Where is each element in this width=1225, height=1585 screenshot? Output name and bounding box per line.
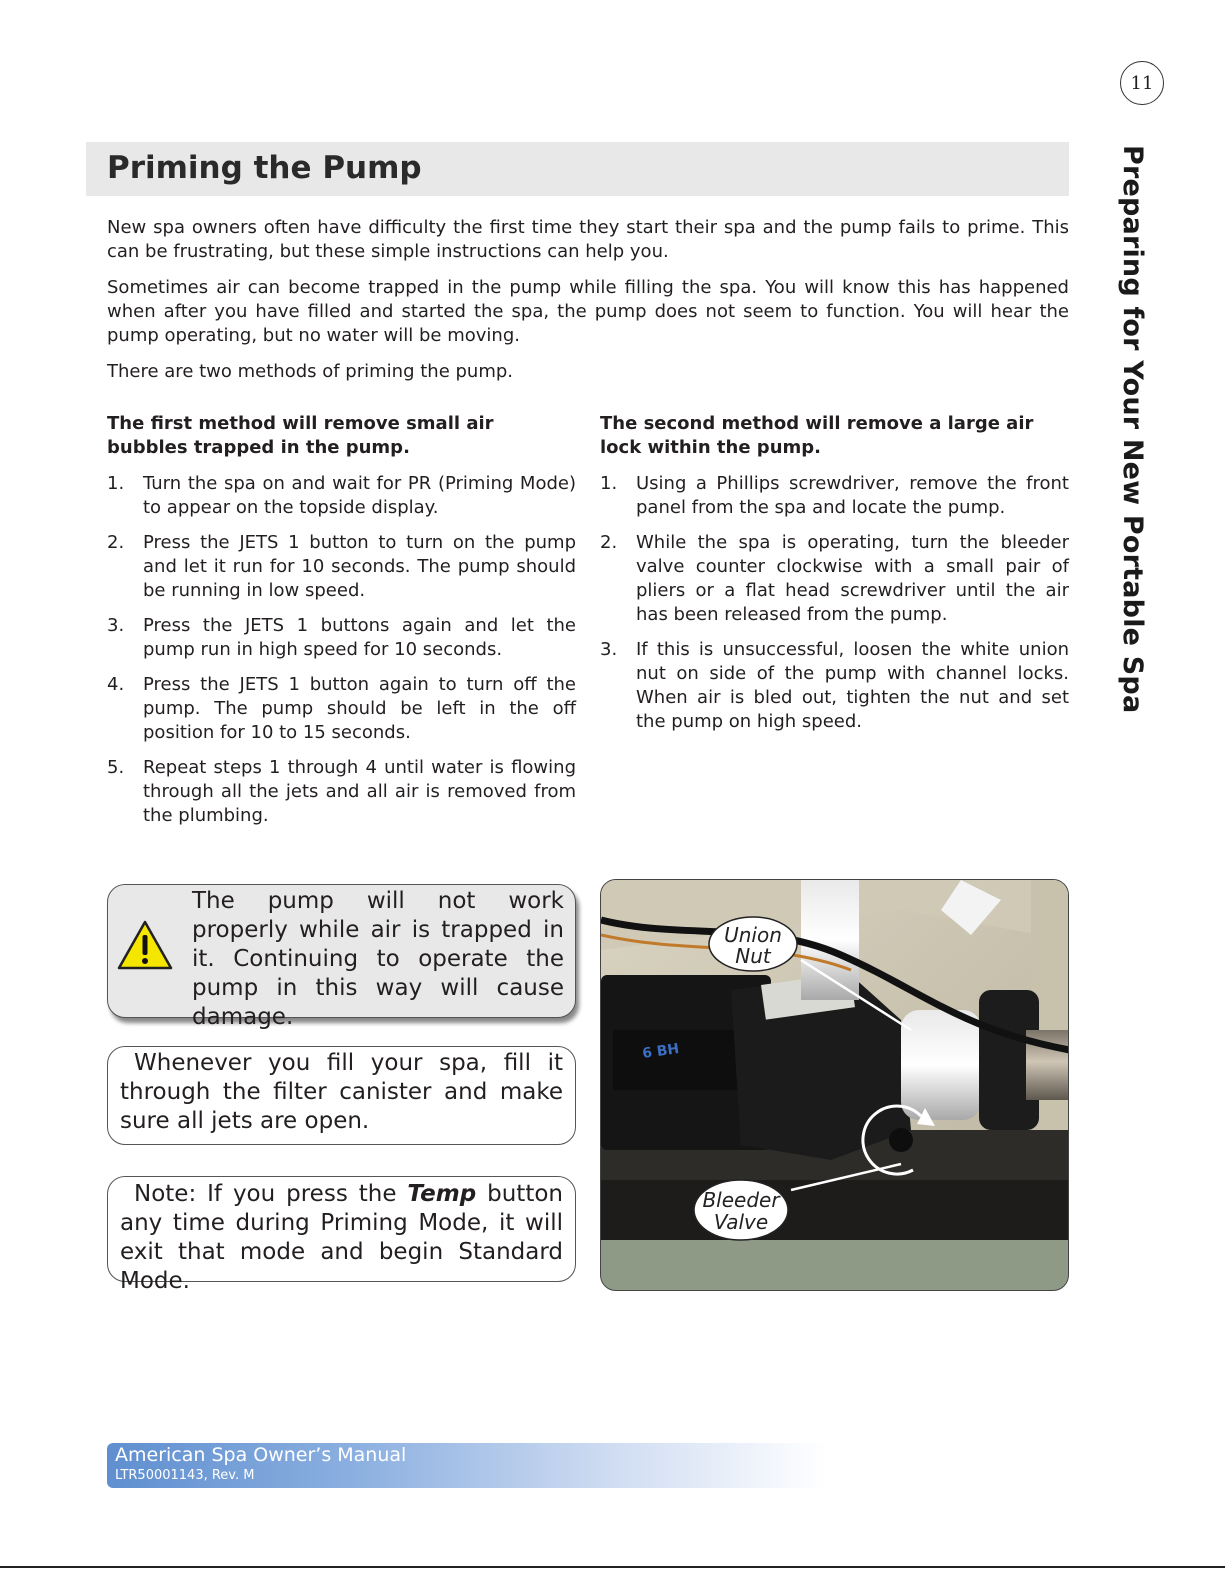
method-one-heading: The first method will remove small air bubbles trapped in the pump. xyxy=(107,413,494,458)
step-number: 1. xyxy=(600,473,618,494)
step-text: Press the JETS 1 buttons again and let the pump run in high speed for 10 seconds. xyxy=(143,615,576,660)
footer-title: American Spa Owner’s Manual xyxy=(115,1444,407,1466)
step-number: 3. xyxy=(107,615,125,636)
section-title: Priming the Pump xyxy=(107,150,422,186)
bleeder-valve-label: Bleeder xyxy=(702,1188,780,1212)
list-item xyxy=(107,673,576,745)
step-text: Press the JETS 1 button again to turn off the pump. The pump should be left in the off position for 10 to 15 seconds. xyxy=(143,674,576,743)
step-text: Press the JETS 1 button to turn on the pump and let it run for 10 seconds. The pump should be running in low speed. xyxy=(143,532,576,601)
method-one-column xyxy=(107,412,576,839)
page-number: 11 xyxy=(1120,61,1164,105)
list-item xyxy=(107,531,576,603)
list-item xyxy=(107,756,576,828)
pump-illustration xyxy=(601,880,1069,1291)
list-item xyxy=(107,614,576,662)
intro-paragraph: Sometimes air can become trapped in the pump while filling the spa. You will know this has happened when after you have filled and started the spa, the pump does not seem to function. You will hear the pump operating, but no water will be moving. xyxy=(107,277,1069,346)
step-number: 2. xyxy=(107,532,125,553)
fill-instruction-text: Whenever you fill your spa, fill it through the filter canister and make sure all jets are open. xyxy=(120,1050,563,1134)
bleeder-valve-label: Valve xyxy=(713,1210,769,1234)
temp-note-suffix: button any time during Priming Mode, it will exit that mode and begin Standard Mode. xyxy=(120,1181,563,1294)
warning-callout xyxy=(107,884,576,1030)
step-number: 1. xyxy=(107,473,125,494)
list-item xyxy=(600,638,1069,734)
temp-note-prefix: Note: If you press the xyxy=(134,1181,408,1207)
list-item xyxy=(600,472,1069,520)
footer-document-number: LTR50001143, Rev. M xyxy=(115,1468,255,1483)
warning-triangle-icon xyxy=(116,919,174,971)
fill-instruction-callout xyxy=(107,1046,576,1145)
method-one-steps xyxy=(107,472,576,828)
step-text: Turn the spa on and wait for PR (Priming Mode) to appear on the topside display. xyxy=(143,473,576,518)
intro-paragraph: There are two methods of priming the pump. xyxy=(107,361,514,382)
temp-note-callout xyxy=(107,1176,576,1294)
method-two-heading: The second method will remove a large air lock within the pump. xyxy=(600,413,1034,458)
intro-paragraph: New spa owners often have difficulty the first time they start their spa and the pump fails to prime. This can be frustrating, but these simple instructions can help you. xyxy=(107,217,1069,262)
step-number: 3. xyxy=(600,639,618,660)
method-two-column xyxy=(600,412,1069,745)
step-text: Repeat steps 1 through 4 until water is flowing through all the jets and all air is removed from the plumbing. xyxy=(143,757,576,826)
temp-keyword: Temp xyxy=(407,1181,477,1207)
intro-text xyxy=(107,216,1069,396)
pump-photo xyxy=(600,879,1069,1291)
footer-banner xyxy=(107,1443,827,1488)
warning-text: The pump will not work properly while air is trapped in it. Continuing to operate the pump in this way will cause damage. xyxy=(192,888,564,1030)
step-text: While the spa is operating, turn the bleeder valve counter clockwise with a small pair of pliers or a flat head screwdriver until the air has been released from the pump. xyxy=(636,532,1069,625)
union-nut-label: Nut xyxy=(735,944,771,968)
list-item xyxy=(107,472,576,520)
step-text: Using a Phillips screwdriver, remove the front panel from the spa and locate the pump. xyxy=(636,473,1069,518)
step-number: 2. xyxy=(600,532,618,553)
svg-text:6 BH: 6 BH xyxy=(641,1040,681,1062)
side-chapter-title: Preparing for Your New Portable Spa xyxy=(1117,145,1148,714)
step-number: 5. xyxy=(107,757,125,778)
list-item xyxy=(600,531,1069,627)
step-number: 4. xyxy=(107,674,125,695)
step-text: If this is unsuccessful, loosen the white union nut on side of the pump with channel locks. When air is bled out, tighten the nut and set the pump on high speed. xyxy=(636,639,1069,732)
bottom-rule xyxy=(0,1566,1225,1568)
union-nut-label: Union xyxy=(724,923,782,947)
method-two-steps xyxy=(600,472,1069,734)
